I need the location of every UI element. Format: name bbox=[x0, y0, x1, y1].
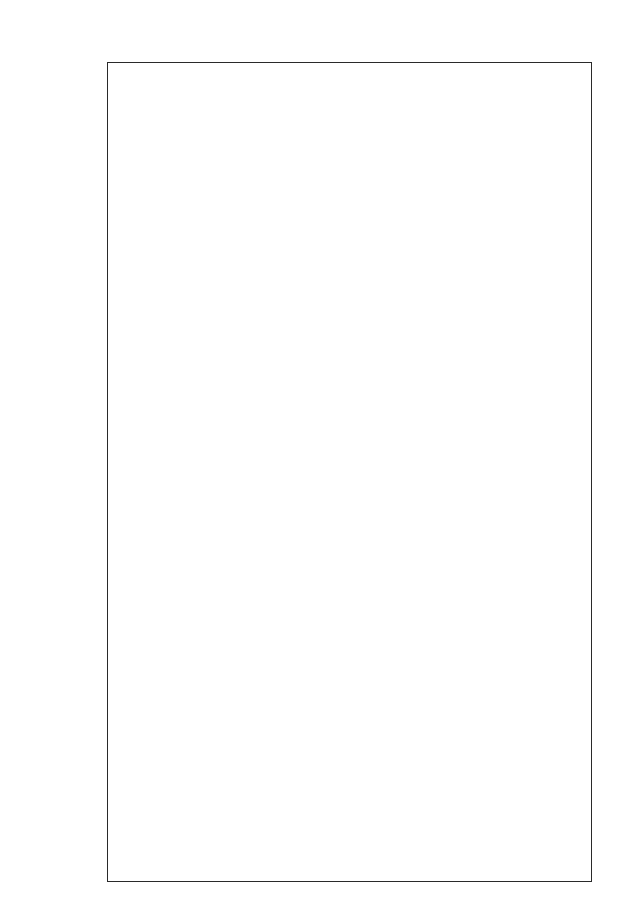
budget-table bbox=[107, 62, 592, 882]
